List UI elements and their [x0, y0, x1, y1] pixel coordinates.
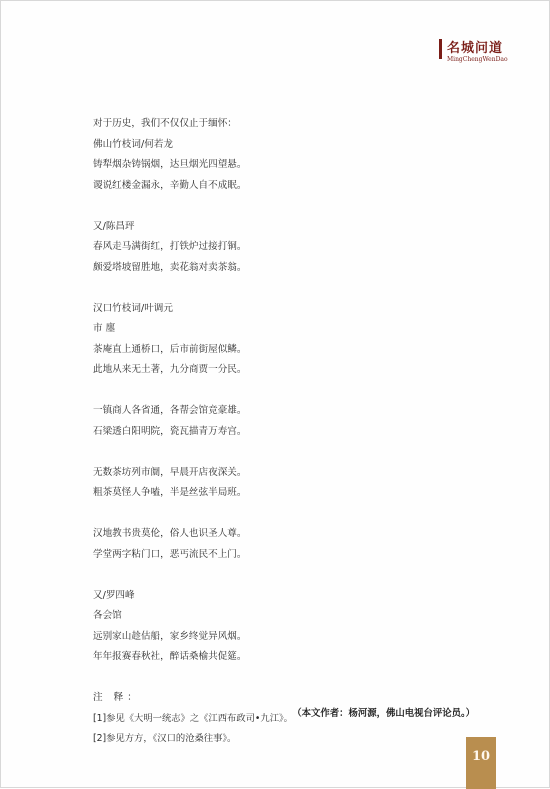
spacer — [93, 381, 493, 402]
page-number-tab — [466, 737, 496, 789]
poem-line: 颇爱塔坡留胜地，卖花翁对卖茶翁。 — [93, 261, 247, 273]
poem-line: 无数茶坊列市阛，早晨开店夜深关。 — [93, 466, 247, 478]
spacer — [93, 668, 493, 689]
poem-line: 谡说红楼金漏永，辛勤人自不成眠。 — [93, 179, 247, 191]
page-number: 10 — [471, 749, 491, 764]
spacer — [93, 504, 493, 525]
poem-title: 佛山竹枝词/何若龙 — [93, 138, 173, 150]
poem-line: 学堂两字粘门口，恶丐流民不上门。 — [93, 548, 247, 560]
poem-subtitle: 市 廛 — [93, 323, 116, 334]
notes-heading: 注 释： — [93, 692, 141, 703]
publication-logo — [439, 37, 535, 67]
spacer — [93, 278, 493, 299]
poem-line: 远别家山趁估船，家乡终觉异风烟。 — [93, 630, 247, 642]
poem-subtitle: 各会馆 — [93, 610, 122, 621]
note-item: [1]参见《大明一统志》之《江西布政司•九江》。 — [93, 712, 293, 724]
poem-title: 又/陈昌玶 — [93, 220, 135, 232]
logo-chinese-title: 名城问道 — [447, 41, 504, 56]
text-line: 对于历史，我们不仅仅止于缅怀： — [93, 118, 237, 129]
spacer — [93, 442, 493, 463]
poem-title: 又/罗四峰 — [93, 589, 135, 601]
poem-line: 汉地教书贵莫伦，俗人也识圣人尊。 — [93, 528, 247, 539]
spacer — [93, 565, 493, 586]
poem-line: 石梁透白阳明院，瓷瓦描青万寿宫。 — [93, 425, 247, 437]
poem-line: 茶庵直上通桥口，后市前街屋似鳞。 — [93, 343, 247, 355]
poem-line: 一镇商人各省通，各帮会馆竞豪雄。 — [93, 405, 247, 416]
poem-line: 春风走马满街红，打铁炉过接打铜。 — [93, 241, 247, 252]
poem-line: 铸犁烟杂铸锅烟，达旦烟光四望悬。 — [93, 159, 247, 170]
article-body — [93, 114, 493, 750]
author-note: （本文作者：杨河源，佛山电视台评论员。） — [292, 708, 475, 719]
poem-line: 粗茶莫怪人争嗑，半是丝弦半局班。 — [93, 487, 247, 498]
note-item: [2]参见方方，《汉口的沧桑往事》。 — [93, 733, 237, 744]
poem-line: 此地从来无土著，九分商贾一分民。 — [93, 364, 247, 375]
poem-title: 汉口竹枝词/叶调元 — [93, 302, 173, 314]
logo-bar — [439, 39, 442, 59]
spacer — [93, 196, 493, 217]
logo-english-title: MingChengWenDao — [447, 56, 508, 63]
poem-line: 年年报赛春秋社，醉话桑榆共促筵。 — [93, 651, 247, 662]
